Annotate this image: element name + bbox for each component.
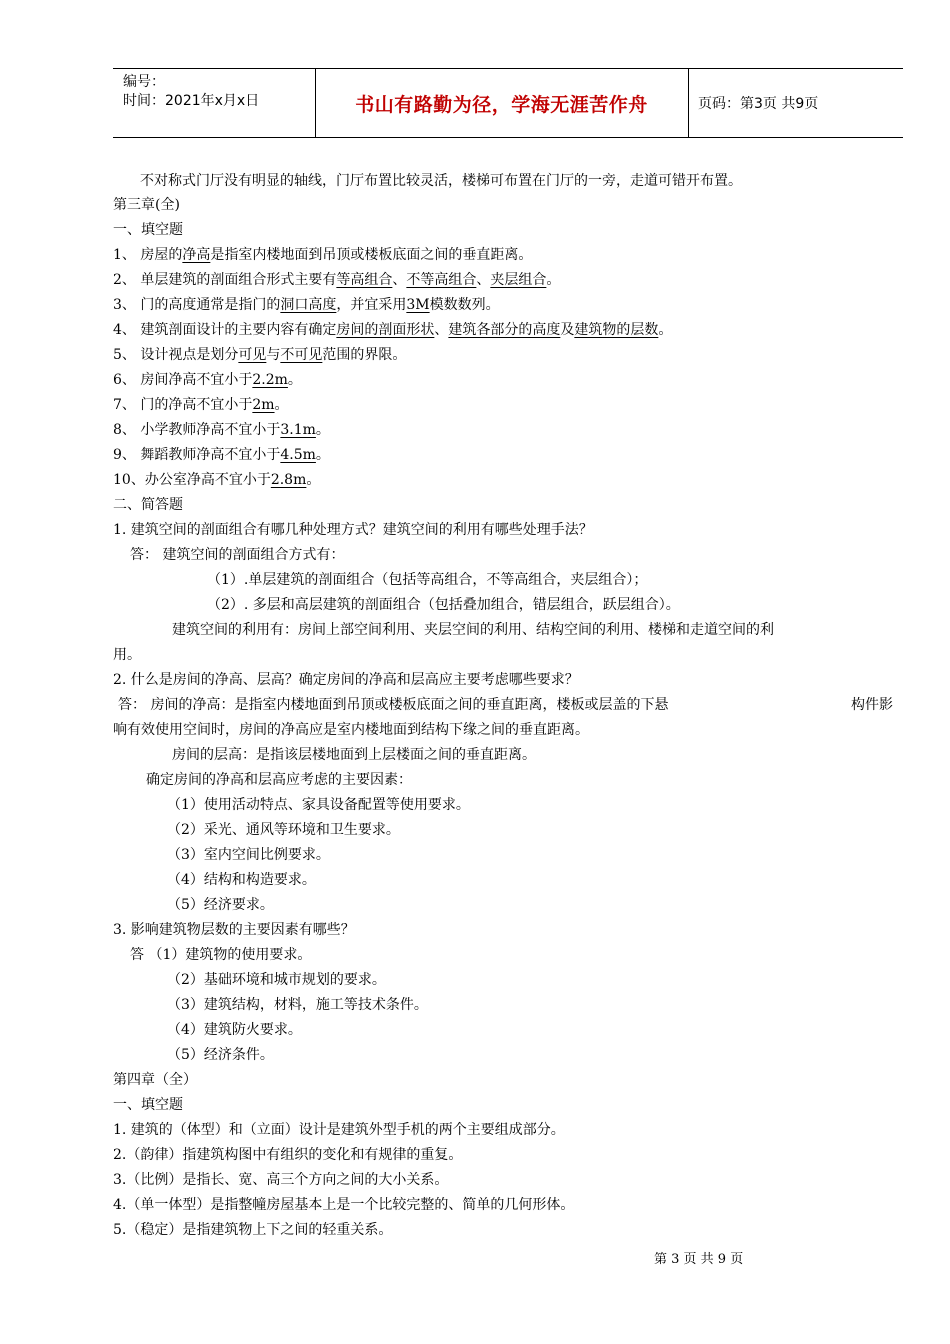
answer-1-intro: 答： 建筑空间的剖面组合方式有： [130, 547, 345, 563]
header-page-number: 页码：第3页 共9页 [698, 96, 819, 112]
chapter-3-title: 第三章(全) [113, 197, 180, 213]
answer-3-factor: 答 （1）建筑物的使用要求。 [130, 947, 312, 963]
fill-blank-heading: 一、填空题 [113, 222, 183, 238]
short-question-3: 3. 影响建筑物层数的主要因素有哪些？ [113, 922, 355, 938]
answer-blank: 可见 [238, 347, 267, 363]
fill-blank-heading: 一、填空题 [113, 1097, 183, 1113]
header-motto-cell [315, 69, 689, 137]
intro-paragraph: 不对称式门厅没有明显的轴线，门厅布置比较灵活，楼梯可布置在门厅的一旁，走道可错开布置。 [140, 173, 742, 189]
header-page-cell [688, 69, 903, 137]
question-7: 7、 门的净高不宜小于2m。 [113, 397, 289, 413]
answer-3-factor: （4）建筑防火要求。 [167, 1022, 302, 1038]
question-2: 2、 单层建筑的剖面组合形式主要有等高组合、不等高组合、夹层组合。 [113, 272, 561, 288]
answer-2-factor: （4）结构和构造要求。 [167, 872, 316, 888]
answer-blank: 不可见 [280, 347, 323, 363]
question-6: 6、 房间净高不宜小于2.2m。 [113, 372, 302, 388]
header-meta-cell [113, 69, 316, 137]
question-5: 5、 设计视点是划分可见与不可见范围的界限。 [113, 347, 407, 363]
answer-blank: 建筑物的层数 [574, 322, 659, 338]
question-4: 4、 建筑剖面设计的主要内容有确定房间的剖面形状、建筑各部分的高度及建筑物的层数。 [113, 322, 673, 338]
answer-blank: 3.1m [280, 422, 316, 438]
answer-blank: 3M [406, 297, 430, 313]
motto: 书山有路勤为径，学海无涯苦作舟 [355, 93, 648, 116]
answer-1-item: （1）.单层建筑的剖面组合（包括等高组合，不等高组合，夹层组合）； [207, 572, 648, 588]
document-number: 编号： [123, 74, 165, 90]
answer-blank: 净高 [182, 247, 211, 263]
question-10: 10、办公室净高不宜小于2.8m。 [113, 472, 321, 488]
answer-blank: 2.8m [270, 472, 307, 488]
document-header [113, 68, 903, 138]
question-1: 1、 房屋的净高是指室内楼地面到吊顶或楼板底面之间的垂直距离。 [113, 247, 533, 263]
answer-2-factor: （3）室内空间比例要求。 [167, 847, 330, 863]
answer-blank: 2m [252, 397, 275, 413]
answer-2-floor-height: 房间的层高：是指该层楼地面到上层楼面之间的垂直距离。 [172, 747, 536, 763]
answer-2-text: 答： 房间的净高：是指室内楼地面到吊顶或楼板底面之间的垂直距离，楼板或层盖的下悬 [118, 697, 669, 713]
chapter-4-item: 5.（稳定）是指建筑物上下之间的轻重关系。 [113, 1222, 393, 1238]
chapter-4-title: 第四章（全） [113, 1072, 197, 1088]
chapter-4-item: 2.（韵律）指建筑构图中有组织的变化和有规律的重复。 [113, 1147, 463, 1163]
short-answer-heading: 二、简答题 [113, 497, 183, 513]
chapter-4-item: 1. 建筑的（体型）和（立面）设计是建筑外型手机的两个主要组成部分。 [113, 1122, 565, 1138]
answer-2-text-tail: 构件影 [851, 697, 893, 713]
answer-blank: 洞口高度 [280, 297, 337, 313]
question-9: 9、 舞蹈教师净高不宜小于4.5m。 [113, 447, 330, 463]
answer-2-factor: （1）使用活动特点、家具设备配置等使用要求。 [167, 797, 470, 813]
answer-2-factors-intro: 确定房间的净高和层高应考虑的主要因素： [146, 772, 412, 788]
answer-blank: 夹层组合 [490, 272, 547, 288]
answer-2-factor: （5）经济要求。 [167, 897, 274, 913]
question-3: 3、 门的高度通常是指门的洞口高度，并宜采用3M模数数列。 [113, 297, 500, 313]
answer-3-factor: （2）基础环境和城市规划的要求。 [167, 972, 386, 988]
short-question-1: 1. 建筑空间的剖面组合有哪几种处理方式？建筑空间的利用有哪些处理手法？ [113, 522, 593, 538]
answer-1-usage: 建筑空间的利用有：房间上部空间利用、夹层空间的利用、结构空间的利用、楼梯和走道空间的利 [172, 622, 774, 638]
footer-page-number: 第 3 页 共 9 页 [654, 1252, 744, 1267]
answer-blank: 房间的剖面形状 [336, 322, 435, 338]
document-date: 时间：2021年x月x日 [123, 93, 260, 109]
question-8: 8、 小学教师净高不宜小于3.1m。 [113, 422, 330, 438]
answer-blank: 等高组合 [336, 272, 393, 288]
answer-3-factor: （5）经济条件。 [167, 1047, 274, 1063]
short-question-2: 2. 什么是房间的净高、层高？确定房间的净高和层高应主要考虑哪些要求？ [113, 672, 579, 688]
answer-2-factor: （2）采光、通风等环境和卫生要求。 [167, 822, 400, 838]
answer-blank: 不等高组合 [406, 272, 477, 288]
chapter-4-item: 3.（比例）是指长、宽、高三个方向之间的大小关系。 [113, 1172, 449, 1188]
answer-blank: 2.2m [252, 372, 288, 388]
answer-1-item: （2）. 多层和高层建筑的剖面组合（包括叠加组合，错层组合，跃层组合）。 [207, 597, 680, 613]
answer-blank: 4.5m [280, 447, 316, 463]
chapter-4-item: 4.（单一体型）是指整幢房屋基本上是一个比较完整的、简单的几何形体。 [113, 1197, 575, 1213]
answer-1-usage-cont: 用。 [113, 647, 141, 663]
answer-blank: 建筑各部分的高度 [448, 322, 561, 338]
answer-3-factor: （3）建筑结构，材料，施工等技术条件。 [167, 997, 428, 1013]
answer-2-text-cont: 响有效使用空间时，房间的净高应是室内楼地面到结构下缘之间的垂直距离。 [113, 722, 589, 738]
